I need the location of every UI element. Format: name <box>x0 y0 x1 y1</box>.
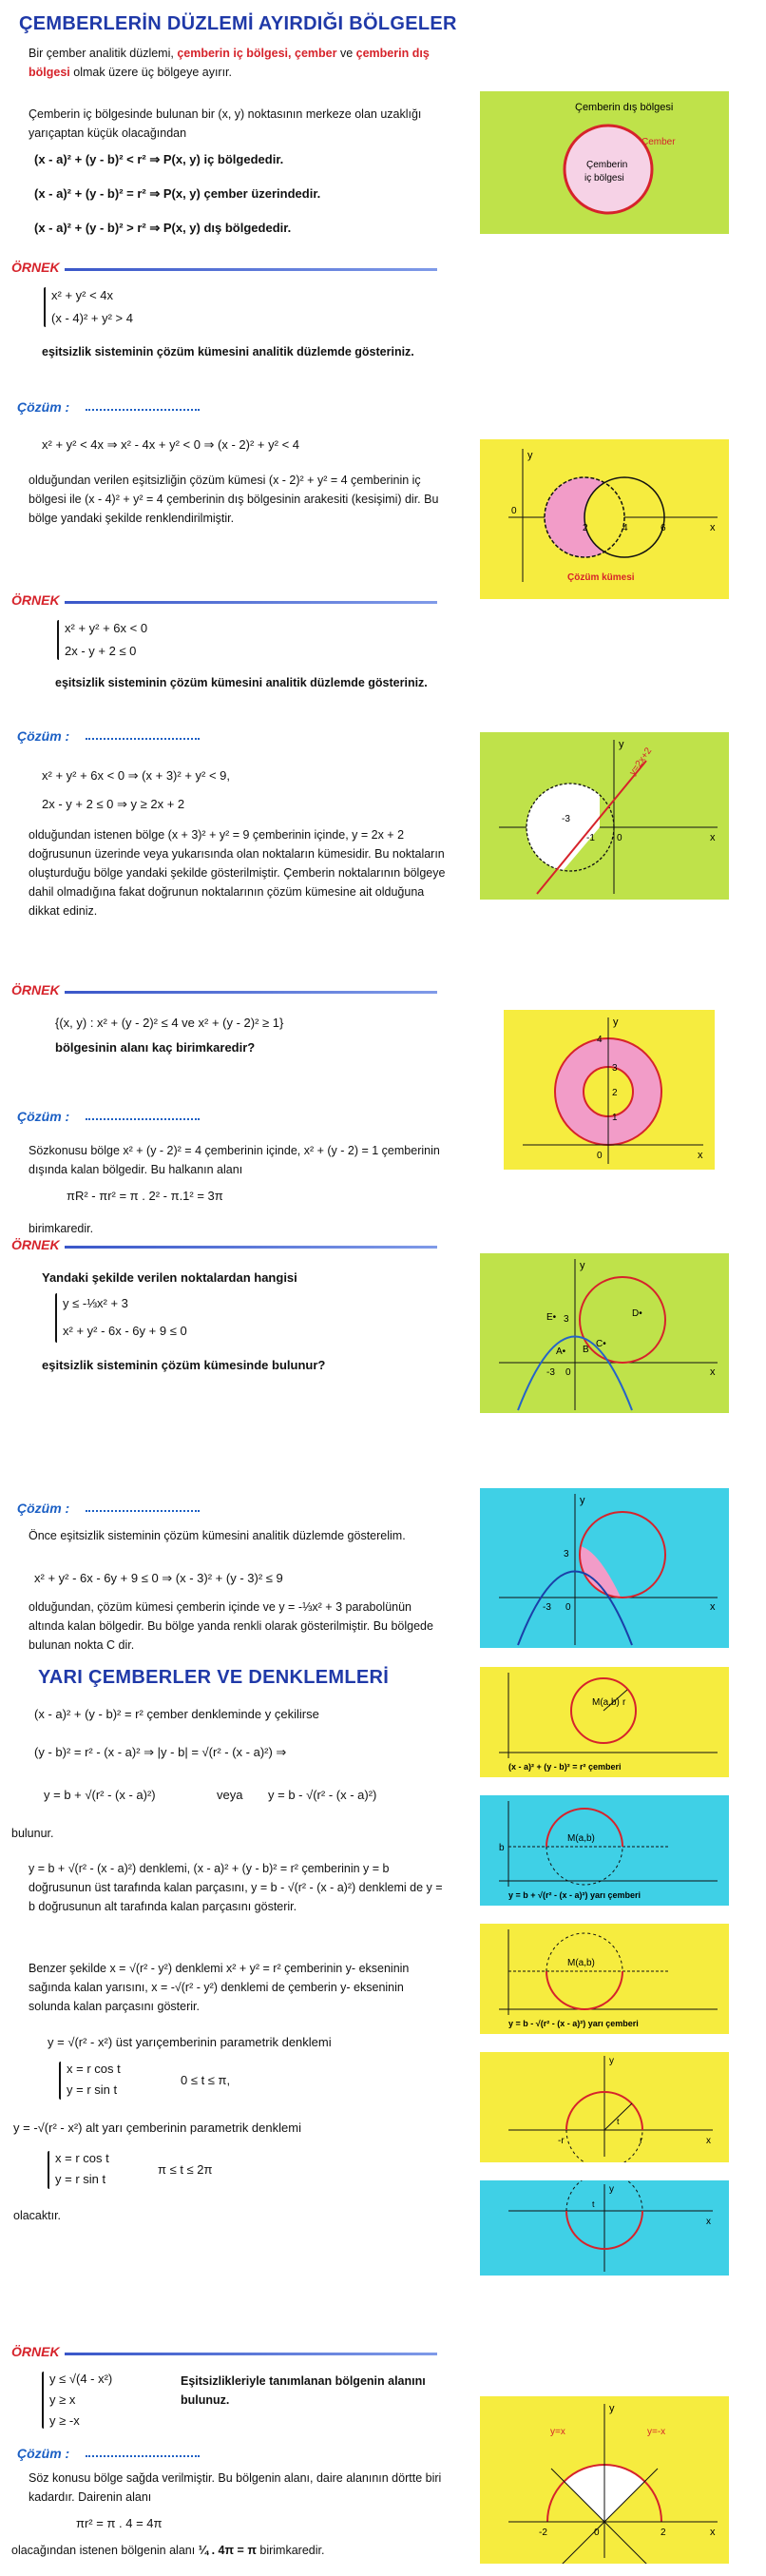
tick-m3: -3 <box>543 1602 551 1613</box>
set-definition: {(x, y) : x² + (y - 2)² ≤ 4 ve x² + (y - 2)² ≥ 1} <box>55 1016 284 1030</box>
r-label: r <box>640 2136 643 2146</box>
y-label: y <box>527 450 533 461</box>
origin-label: 0 <box>594 2528 600 2538</box>
center-label: M(a,b) <box>592 1697 620 1708</box>
section-title: YARI ÇEMBERLER VE DENKLEMLERİ <box>38 1667 390 1688</box>
y-label: y <box>609 2403 615 2414</box>
y-label: y <box>580 1495 585 1506</box>
example4-solution-figure <box>480 1488 729 1648</box>
inner-region-term: çemberin iç bölgesi, <box>177 47 292 60</box>
solution-label: Çözüm : <box>17 1501 70 1516</box>
system-brace <box>55 1293 57 1343</box>
origin-label: 0 <box>511 506 517 516</box>
system-brace <box>57 620 59 660</box>
tick-4: 4 <box>597 1035 603 1045</box>
inner-label-2: iç bölgesi <box>584 173 624 184</box>
or-text: veya <box>217 1788 243 1802</box>
y-label: y <box>613 1017 619 1028</box>
answer: ¼ . 4π = π <box>198 2544 257 2557</box>
y-label: y <box>619 739 624 750</box>
lower-param-svg <box>480 2180 729 2276</box>
radius-label: r <box>622 1697 626 1708</box>
equation: (y - b)² = r² - (x - a)² ⇒ |y - b| = √(r² - (x - a)²) ⇒ <box>34 1745 287 1759</box>
tick-3: 3 <box>564 1549 569 1559</box>
circle-figure <box>480 1667 729 1777</box>
figure-caption: y = b + √(r² - (x - a)²) yarı çemberi <box>508 1890 641 1900</box>
equation: (x - a)² + (y - b)² = r² çember denkleminde y çekilirse <box>34 1707 319 1721</box>
figure-caption: (x - a)² + (y - b)² = r² çemberi <box>508 1762 622 1772</box>
lower-semicircle-svg <box>480 1924 729 2034</box>
tick-1: 1 <box>612 1113 618 1123</box>
solution-text: Önce eşitsizlik sisteminin çözüm kümesini analitik düzlemde gösterelim. <box>29 1529 406 1542</box>
inequality: x² + y² + 6x < 0 <box>65 621 148 635</box>
minus-r-label: -r <box>558 2136 565 2146</box>
point-C: C• <box>596 1339 606 1349</box>
solution-step: 2x - y + 2 ≤ 0 ⇒ y ≥ 2x + 2 <box>42 797 185 811</box>
and-text: ve <box>339 47 354 60</box>
upper-semicircle-svg <box>480 1795 729 1906</box>
question: eşitsizlik sisteminin çözüm kümesini analitik düzlemde gösteriniz. <box>55 676 428 689</box>
example-label: ÖRNEK <box>11 2344 60 2359</box>
tick-m2: -2 <box>539 2528 547 2538</box>
center-label: M(a,b) <box>567 1958 595 1968</box>
example1-svg <box>480 439 729 599</box>
lower-semicircle-figure <box>480 1924 729 2034</box>
point-E: E• <box>546 1312 557 1323</box>
solution-text: Sözkonusu bölge x² + (y - 2)² = 4 çemberinin içinde, x² + (y - 2) = 1 çemberinin dışında kalan bölgedir. Bu halkanın alanı <box>29 1144 440 1176</box>
tick-3: 3 <box>564 1314 569 1325</box>
tick-2: 2 <box>661 2528 666 2538</box>
inequality: x² + y² - 6x - 6y + 9 ≤ 0 <box>63 1324 187 1338</box>
solution-divider <box>86 1118 200 1120</box>
param-range: 0 ≤ t ≤ π, <box>181 2073 231 2087</box>
x-label: x <box>710 832 716 843</box>
system-brace <box>42 2372 44 2429</box>
area-equation: πr² = π . 4 = 4π <box>76 2516 163 2530</box>
x-label: x <box>698 1150 703 1161</box>
param-eq: y = r sin t <box>67 2082 118 2097</box>
param-brace <box>48 2151 49 2189</box>
inequality: x² + y² < 4x <box>51 288 114 302</box>
solution-caption: Çözüm kümesi <box>567 572 635 583</box>
line-label: y=-x <box>647 2427 666 2437</box>
x-label: x <box>710 2527 716 2538</box>
lower-param-figure <box>480 2180 729 2276</box>
example3-figure <box>504 1010 715 1170</box>
upper-param-figure <box>480 2052 729 2162</box>
example-label: ÖRNEK <box>11 592 60 608</box>
paragraph: Benzer şekilde x = √(r² - y²) denklemi x² + y² = r² çemberinin y- ekseninin sağında kalan yarısını, x = -√(r² - y²) denklemi de çemberin y- ekseninin solunda kalan parçasını gösterir. <box>29 1962 410 2013</box>
x-label: x <box>706 2217 711 2227</box>
system-brace <box>44 287 46 327</box>
circle <box>580 1277 665 1363</box>
question: Eşitsizlikleriyle tanımlanan bölgenin alanını bulunuz. <box>181 2374 426 2407</box>
outer-label: Çemberin dış bölgesi <box>575 102 674 113</box>
equation: (x - a)² + (y - b)² > r² ⇒ P(x, y) dış bölgededir. <box>34 221 292 235</box>
line-label: y=x <box>550 2427 565 2437</box>
point-D: D• <box>632 1308 642 1319</box>
example-divider <box>65 601 437 604</box>
question: bölgesinin alanı kaç birimkaredir? <box>55 1040 256 1055</box>
equation: y = √(r² - x²) üst yarıçemberinin parametrik denklemi <box>48 2035 332 2049</box>
example2-svg <box>480 732 729 900</box>
tick-m3: -3 <box>562 814 570 824</box>
b-label: b <box>499 1843 505 1853</box>
paragraph: Çemberin iç bölgesinde bulunan bir (x, y) noktasının merkeze olan uzaklığı yarıçaptan küçük olacağından <box>29 107 422 140</box>
example3-svg <box>504 1010 715 1170</box>
param-brace <box>59 2062 61 2100</box>
tick-m1: -1 <box>586 833 595 843</box>
paragraph: y = b + √(r² - (x - a)²) denklemi, (x - a)² + (y - b)² = r² çemberinin y = b doğrusunun üst tarafında kalan parçasını, y = b - √(r² - (x - a)²) denklemi de y = b doğrusunun alt tarafında kalan parçasını gösterir. <box>29 1862 443 1913</box>
text: birimkaredir. <box>259 2544 325 2557</box>
example5-figure <box>480 2396 729 2564</box>
equation: y = b - √(r² - (x - a)²) <box>268 1788 377 1802</box>
solution-label: Çözüm : <box>17 1109 70 1124</box>
angle-label: t <box>592 2199 595 2209</box>
solution-label: Çözüm : <box>17 728 70 744</box>
equation: (x - a)² + (y - b)² = r² ⇒ P(x, y) çember üzerindedir. <box>34 186 321 201</box>
solution-text: olduğundan verilen eşitsizliğin çözüm kümesi (x - 2)² + y² = 4 çemberinin iç bölgesi ile (x - 4)² + y² = 4 çemberinin dış bölgesinin arakesiti (kesişimi) dir. Bu bölge yandaki şekilde renklendirilmiştir. <box>29 474 439 525</box>
tick-3: 3 <box>612 1063 618 1074</box>
circle-label: Çember <box>642 137 676 147</box>
angle-label: t <box>617 2117 620 2126</box>
solution-divider <box>86 1510 200 1512</box>
inequality: 2x - y + 2 ≤ 0 <box>65 644 137 658</box>
tick-m3: -3 <box>546 1367 555 1378</box>
solution-text: olduğundan, çözüm kümesi çemberin içinde ve y = -⅓x² + 3 parabolünün altında kalan bölgedir. Bu bölge yanda renkli olarak gösterilmiştir. Bu bölgede bulunan nokta C dir. <box>29 1600 433 1652</box>
origin-label: 0 <box>617 833 622 843</box>
solution-label: Çözüm : <box>17 2446 70 2461</box>
example4-solution-svg <box>480 1488 729 1648</box>
solution-divider <box>86 738 200 740</box>
param-eq: x = r cos t <box>55 2151 109 2165</box>
solution-text: birimkaredir. <box>29 1222 94 1235</box>
intro-paragraph <box>29 44 437 82</box>
x-label: x <box>710 1601 716 1613</box>
text: olacağından istenen bölgenin alanı <box>11 2544 196 2557</box>
origin-label: 0 <box>565 1602 571 1613</box>
question: Yandaki şekilde verilen noktalardan hangisi <box>42 1270 297 1285</box>
solution-text: olduğundan istenen bölge (x + 3)² + y² = 9 çemberinin içinde, y = 2x + 2 doğrusunun üzerinde veya yukarısında olan noktaların kümesidir. Bu noktaların oluşturduğu bölge yandaki şekilde gösterilmiştir. Çemberin noktalarının bölgeye dahil olmadığına fakat doğrunun noktalarının çözüm kümesine ait olduğuna dikkat ediniz. <box>29 828 446 918</box>
text: bulunur. <box>11 1827 54 1840</box>
solution-divider <box>86 409 200 411</box>
example-label: ÖRNEK <box>11 260 60 275</box>
area-equation: πR² - πr² = π . 2² - π.1² = 3π <box>67 1189 223 1203</box>
figure-caption: y = b - √(r² - (x - a)²) yarı çemberi <box>508 2019 639 2028</box>
equation: y = -√(r² - x²) alt yarı çemberinin parametrik denklemi <box>13 2121 301 2135</box>
regions-figure <box>480 91 729 234</box>
y-label: y <box>609 2184 614 2195</box>
solution-text <box>11 2541 449 2560</box>
solution-text: Söz konusu bölge sağda verilmiştir. Bu bölgenin alanı, daire alanının dörtte biri kadardır. Dairenin alanı <box>29 2471 442 2504</box>
regions-svg <box>480 91 729 234</box>
param-eq: x = r cos t <box>67 2062 121 2076</box>
question: eşitsizlik sisteminin çözüm kümesinde bulunur? <box>42 1358 326 1372</box>
example1-figure <box>480 439 729 599</box>
param-eq: y = r sin t <box>55 2172 106 2186</box>
solution-divider <box>86 2455 200 2457</box>
point-B: B <box>583 1345 589 1355</box>
example-divider <box>65 1246 437 1249</box>
example2-figure <box>480 732 729 900</box>
section-title: ÇEMBERLERİN DÜZLEMİ AYIRDIĞI BÖLGELER <box>19 13 457 34</box>
solution-step: x² + y² < 4x ⇒ x² - 4x + y² < 0 ⇒ (x - 2)² + y² < 4 <box>42 437 300 452</box>
tick-4: 4 <box>622 523 628 533</box>
solution-step: x² + y² - 6x - 6y + 9 ≤ 0 ⇒ (x - 3)² + (y - 3)² ≤ 9 <box>34 1571 283 1585</box>
example-divider <box>65 268 437 271</box>
tick-2: 2 <box>583 523 588 533</box>
equation: (x - a)² + (y - b)² < r² ⇒ P(x, y) iç bölgededir. <box>34 152 284 166</box>
param-range: π ≤ t ≤ 2π <box>158 2162 213 2177</box>
example-divider <box>65 991 437 994</box>
inequality: y ≥ -x <box>49 2413 80 2428</box>
example5-svg <box>480 2396 729 2564</box>
circle-term: çember <box>295 47 337 60</box>
inequality: y ≤ -⅓x² + 3 <box>63 1296 128 1310</box>
x-label: x <box>710 522 716 533</box>
tick-2: 2 <box>612 1088 618 1098</box>
question: eşitsizlik sisteminin çözüm kümesini analitik düzlemde gösteriniz. <box>42 345 414 358</box>
text: olacaktır. <box>13 2209 62 2222</box>
equation: y = b + √(r² - (x - a)²) <box>44 1788 156 1802</box>
example-label: ÖRNEK <box>11 1237 60 1252</box>
example-divider <box>65 2353 437 2355</box>
solution-label: Çözüm : <box>17 399 70 415</box>
center-label: M(a,b) <box>567 1833 595 1844</box>
example4-figure <box>480 1253 729 1413</box>
x-label: x <box>710 1366 716 1378</box>
circle-svg <box>480 1667 729 1777</box>
inequality: y ≥ x <box>49 2392 76 2407</box>
intro-text: Bir çember analitik düzlemi, <box>29 47 174 60</box>
y-label: y <box>609 2056 614 2066</box>
upper-param-svg <box>480 2052 729 2162</box>
inequality: (x - 4)² + y² > 4 <box>51 311 133 325</box>
point-A: A• <box>556 1346 566 1357</box>
origin-label: 0 <box>565 1367 571 1378</box>
intro-text-end: olmak üzere üç bölgeye ayırır. <box>73 66 232 79</box>
origin-label: 0 <box>597 1151 603 1161</box>
example4-svg <box>480 1253 729 1413</box>
x-label: x <box>706 2136 711 2146</box>
tick-6: 6 <box>661 523 666 533</box>
inner-label-1: Çemberin <box>586 160 628 170</box>
inequality: y ≤ √(4 - x²) <box>49 2372 113 2386</box>
y-label: y <box>580 1260 585 1271</box>
solution-step: x² + y² + 6x < 0 ⇒ (x + 3)² + y² < 9, <box>42 768 231 783</box>
outer-region-term: çemberin dış bölgesi <box>29 47 430 79</box>
example-label: ÖRNEK <box>11 982 60 997</box>
line-label: y=2x+2 <box>627 746 655 778</box>
upper-semicircle-figure <box>480 1795 729 1906</box>
